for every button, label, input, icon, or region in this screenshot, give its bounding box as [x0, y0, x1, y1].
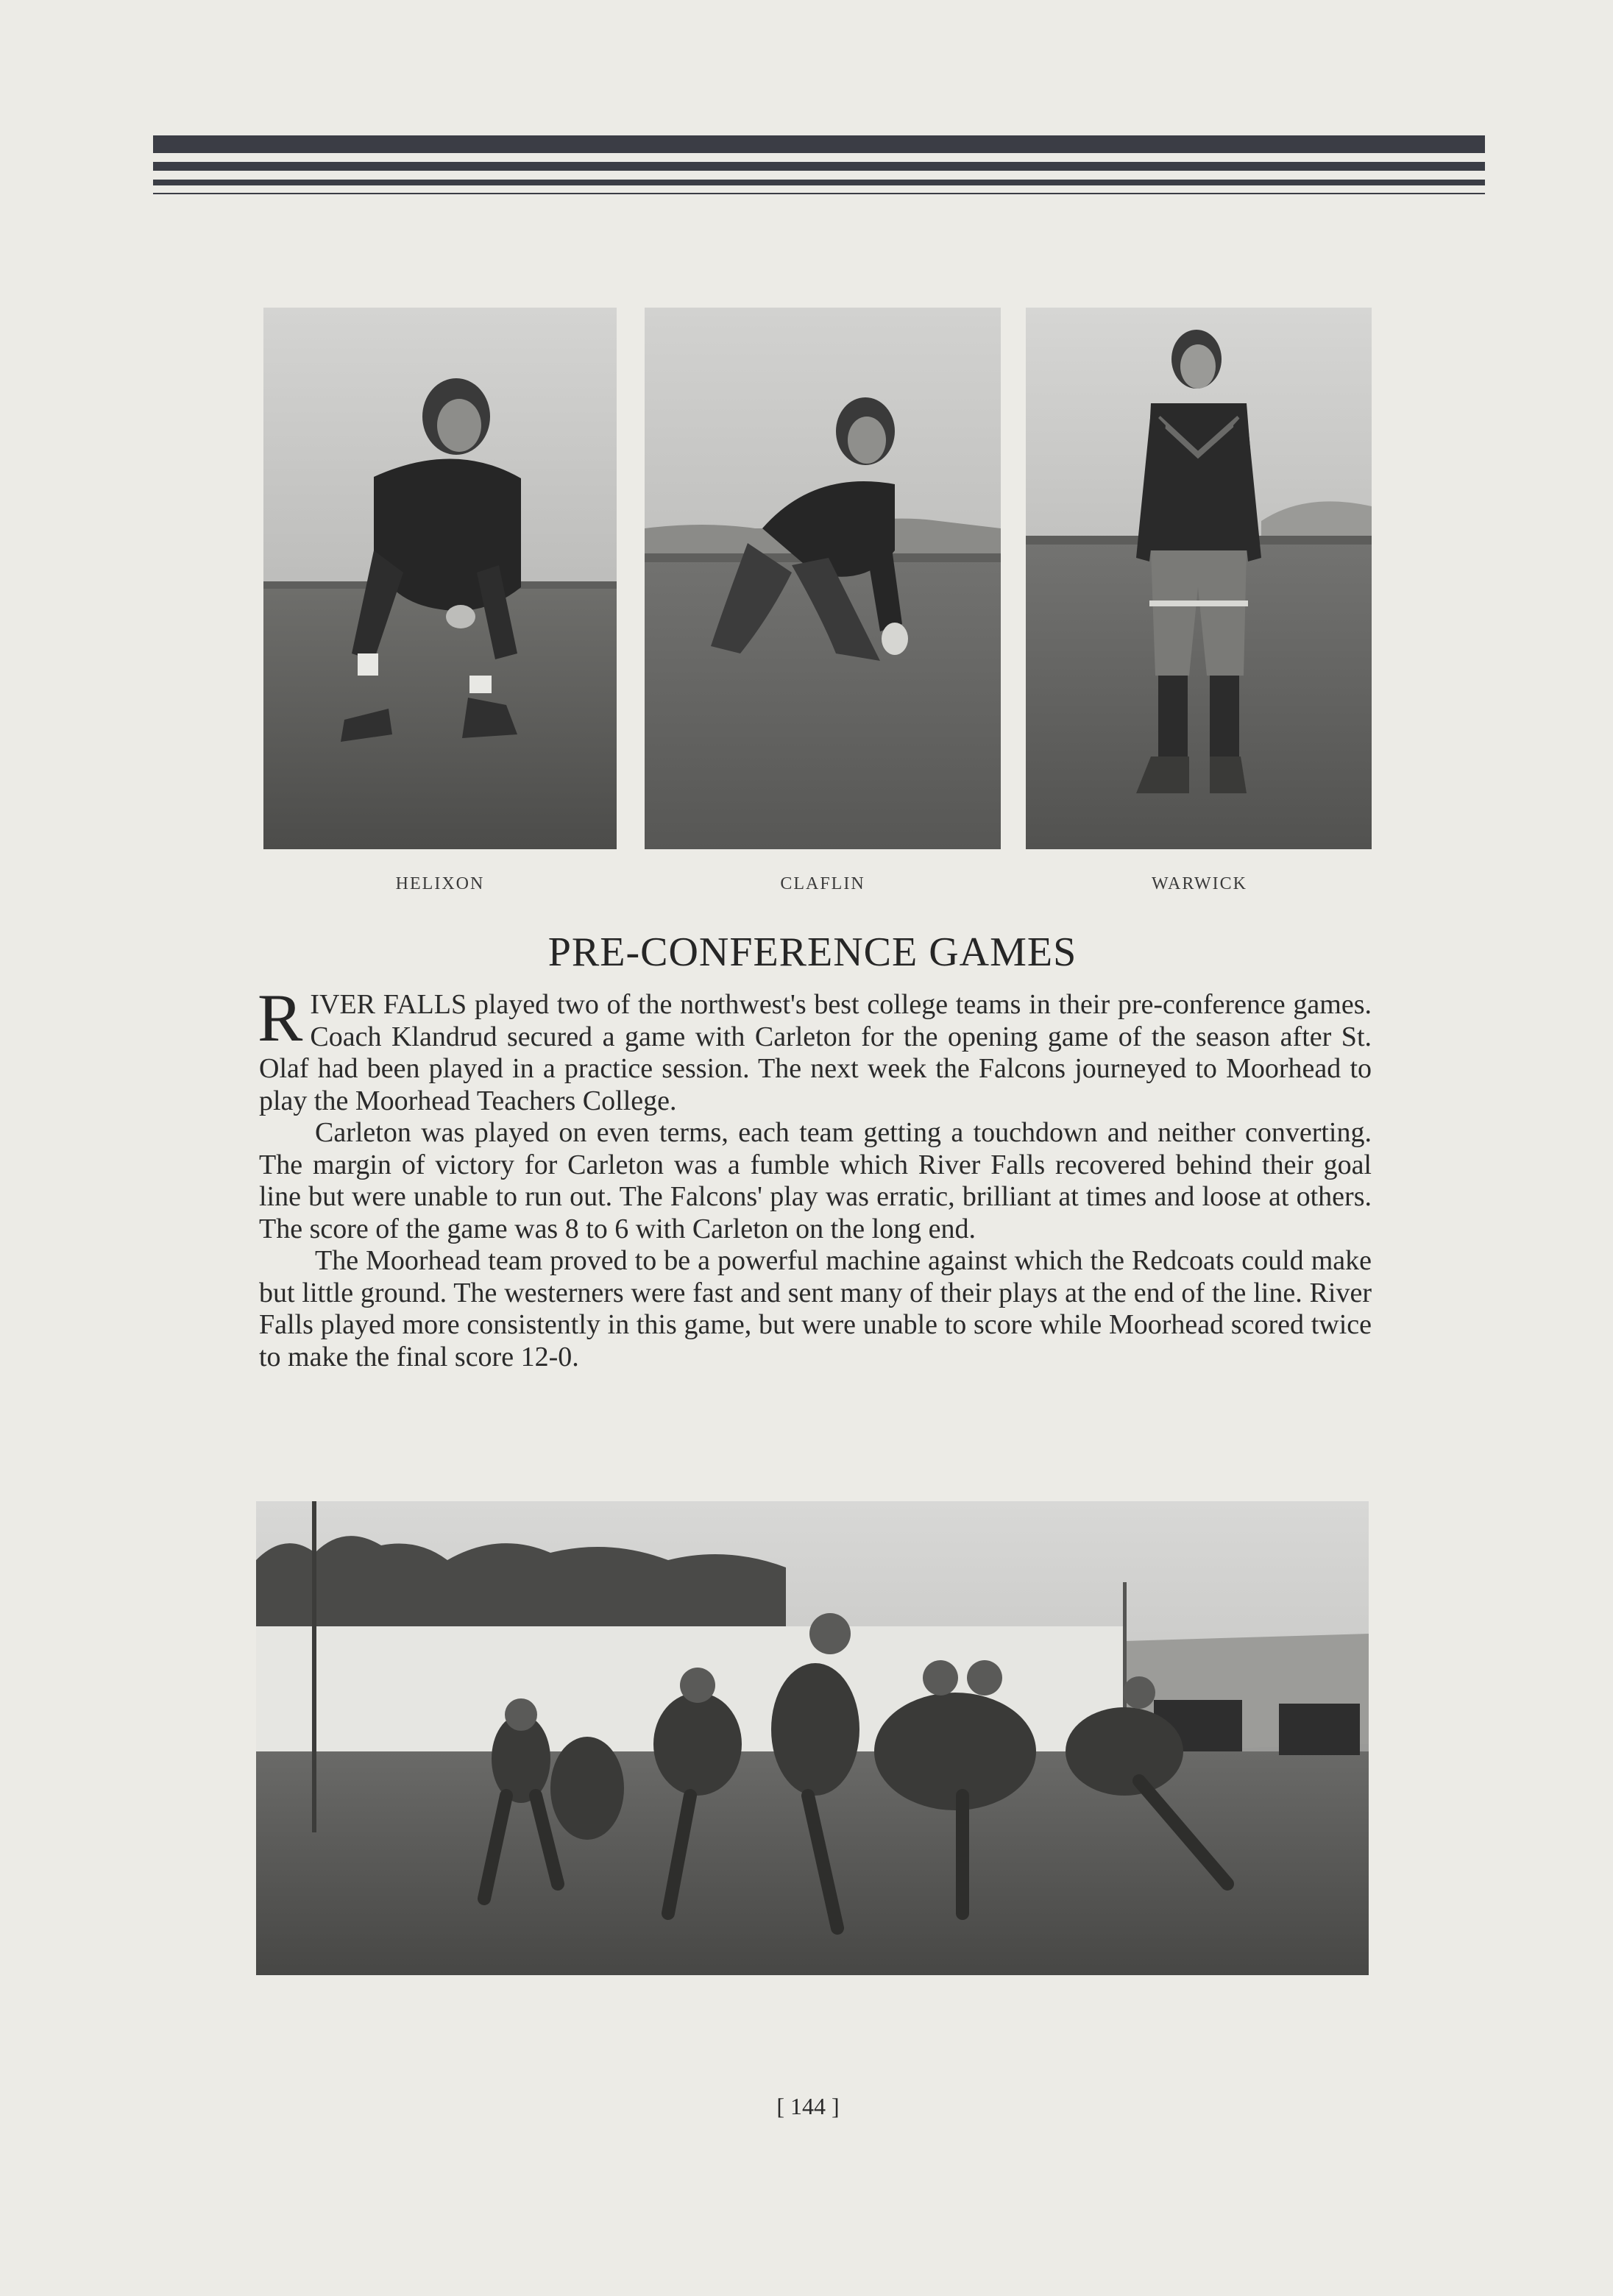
game-action-photo — [256, 1501, 1369, 1975]
page-number: [ 144 ] — [776, 2093, 840, 2119]
drop-cap: R — [258, 980, 303, 1055]
header-rule-thick — [153, 135, 1485, 153]
paragraph-2: Carleton was played on even terms, each team getting a touchdown and neither converting. The margin of victory for Carleton was a fumble which River Falls recovered behind their goal line but were unable to run out. The Falcons' play was erratic, brilliant at times and loose at others. The score of the game was 8 to 6 with Carleton on the long end. — [259, 1117, 1372, 1244]
paragraph-3: The Moorhead team proved to be a powerful machine against which the Redcoats could make but little ground. The westerners were fast and sent many of their plays at the end of the line. River Falls played more consistently in this game, but were unable to score while Moorhead scored twice to make the final score 12-0. — [259, 1245, 1372, 1372]
player-photo-helixon — [263, 308, 617, 849]
player-photo-claflin — [645, 308, 1001, 849]
article-heading: PRE-CONFERENCE GAMES — [547, 929, 1077, 975]
header-rule-hairline — [153, 193, 1485, 194]
lead-small-caps: IVER FALLS — [310, 989, 467, 1020]
paragraph-1-text: played two of the northwest's best college teams in their pre-conference games. Coach Klandrud secured a game with Carleton for the opening game of the season after St. Olaf had been played in a practice session. The next week the Falcons journeyed to Moorhead to play the Moorhead Teachers College. — [259, 989, 1372, 1116]
caption-warwick: WARWICK — [1152, 874, 1247, 893]
paragraph-1 — [258, 980, 1372, 1117]
caption-claflin: CLAFLIN — [780, 874, 865, 893]
article-body — [258, 980, 1372, 1373]
header-rule-thin — [153, 180, 1485, 185]
player-photo-warwick — [1026, 308, 1372, 849]
caption-helixon: HELIXON — [395, 874, 485, 893]
header-rule-medium — [153, 162, 1485, 171]
